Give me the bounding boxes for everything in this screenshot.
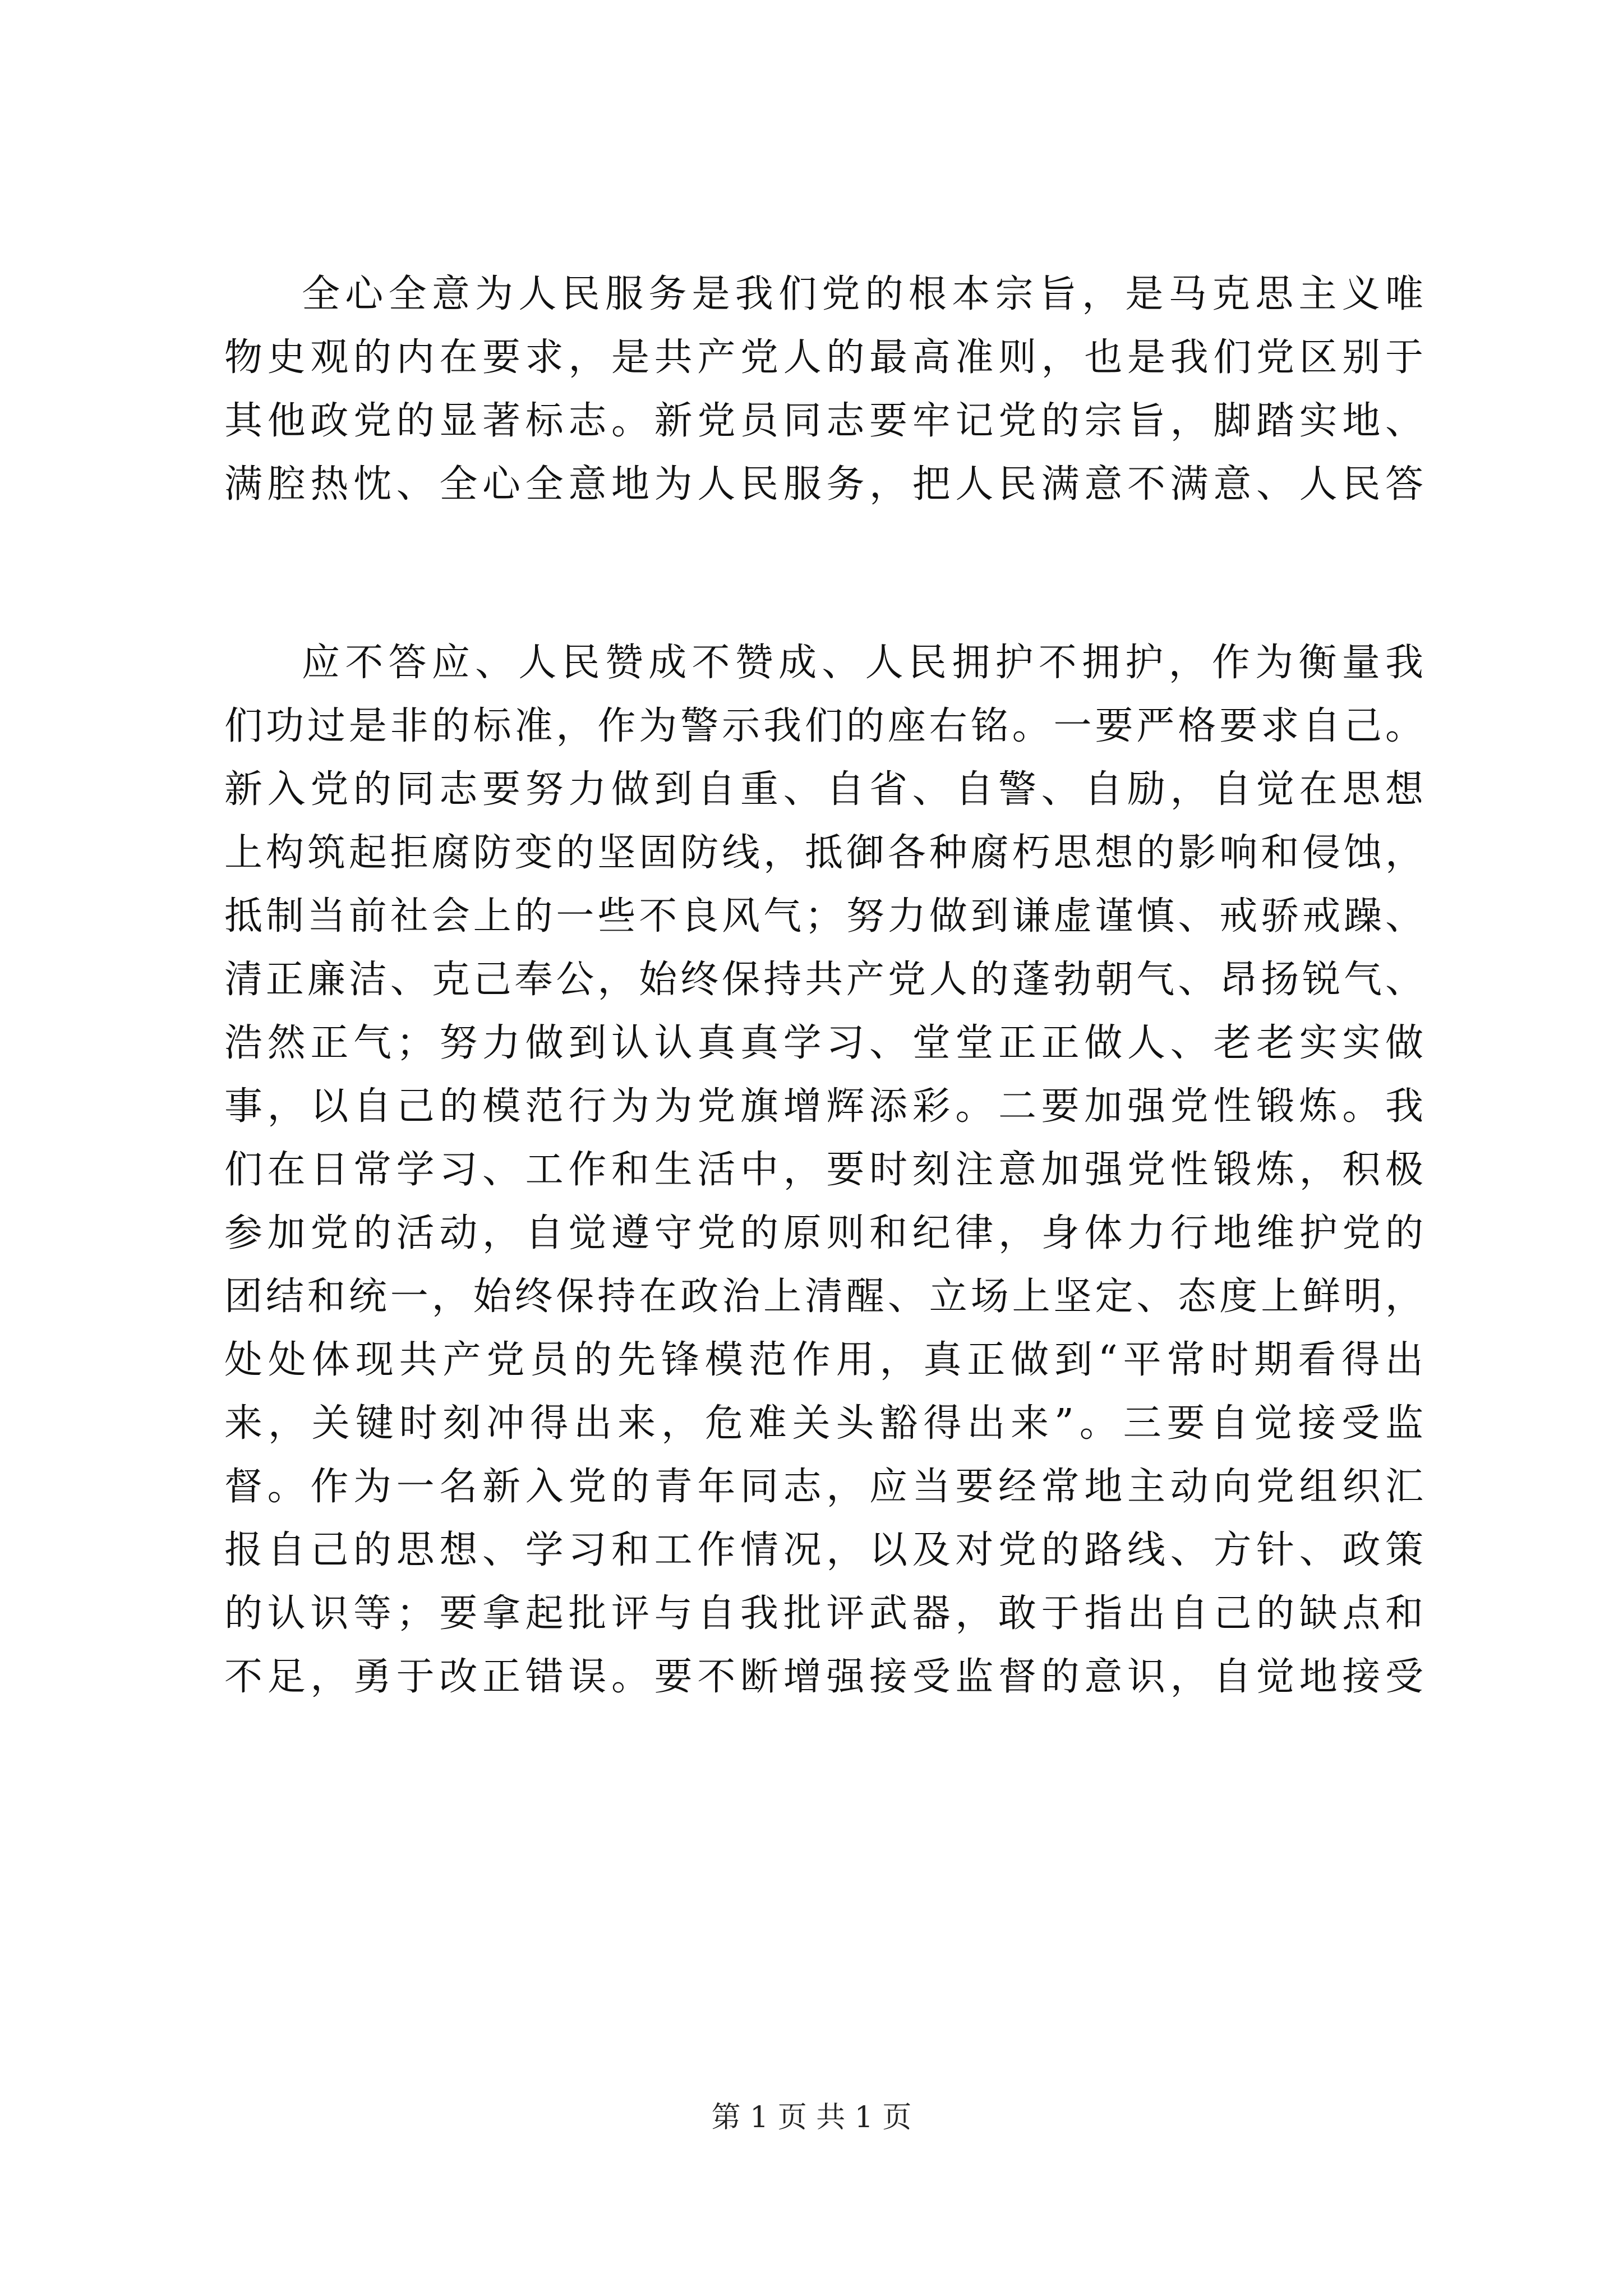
text-line: 清正廉洁、克己奉公，始终保持共产党人的蓬勃朝气、昂扬锐气、 [224, 958, 1424, 1002]
text-line: 满腔热忱、全心全意地为人民服务，把人民满意不满意、人民答 [224, 462, 1424, 507]
text-line: 团结和统一，始终保持在政治上清醒、立场上坚定、态度上鲜明， [224, 1274, 1424, 1319]
text-line: 的认识等；要拿起批评与自我批评武器，敢于指出自己的缺点和 [224, 1591, 1424, 1636]
text-line: 上构筑起拒腐防变的坚固防线，抵御各种腐朽思想的影响和侵蚀， [224, 831, 1424, 875]
text-line: 其他政党的显著标志。新党员同志要牢记党的宗旨，脚踏实地、 [224, 399, 1424, 443]
text-line: 事，以自己的模范行为为党旗增辉添彩。二要加强党性锻炼。我 [224, 1084, 1424, 1129]
text-line: 全心全意为人民服务是我们党的根本宗旨，是马克思主义唯 [302, 272, 1424, 316]
text-line: 新入党的同志要努力做到自重、自省、自警、自励，自觉在思想 [224, 767, 1424, 812]
text-line: 浩然正气；努力做到认认真真学习、堂堂正正做人、老老实实做 [224, 1021, 1424, 1065]
text-line: 来，关键时刻冲得出来，危难关头豁得出来”。三要自觉接受监 [224, 1401, 1424, 1446]
text-line: 应不答应、人民赞成不赞成、人民拥护不拥护，作为衡量我 [302, 641, 1424, 685]
text-line: 们功过是非的标准，作为警示我们的座右铭。一要严格要求自己。 [224, 704, 1424, 748]
paragraph-1 [224, 263, 1424, 516]
text-line: 参加党的活动，自觉遵守党的原则和纪律，身体力行地维护党的 [224, 1211, 1424, 1255]
text-line: 不足，勇于改正错误。要不断增强接受监督的意识，自觉地接受 [224, 1655, 1424, 1699]
paragraph-2 [224, 631, 1424, 1709]
text-line: 物史观的内在要求，是共产党人的最高准则，也是我们党区别于 [224, 335, 1424, 380]
text-line: 处处体现共产党员的先锋模范作用，真正做到“平常时期看得出 [224, 1338, 1424, 1382]
text-line: 督。作为一名新入党的青年同志，应当要经常地主动向党组织汇 [224, 1465, 1424, 1509]
text-line: 们在日常学习、工作和生活中，要时刻注意加强党性锻炼，积极 [224, 1148, 1424, 1192]
page-footer: 第 1 页 共 1 页 [711, 2101, 912, 2134]
text-line: 抵制当前社会上的一些不良风气；努力做到谦虚谨慎、戒骄戒躁、 [224, 894, 1424, 938]
text-line: 报自己的思想、学习和工作情况，以及对党的路线、方针、政策 [224, 1528, 1424, 1572]
